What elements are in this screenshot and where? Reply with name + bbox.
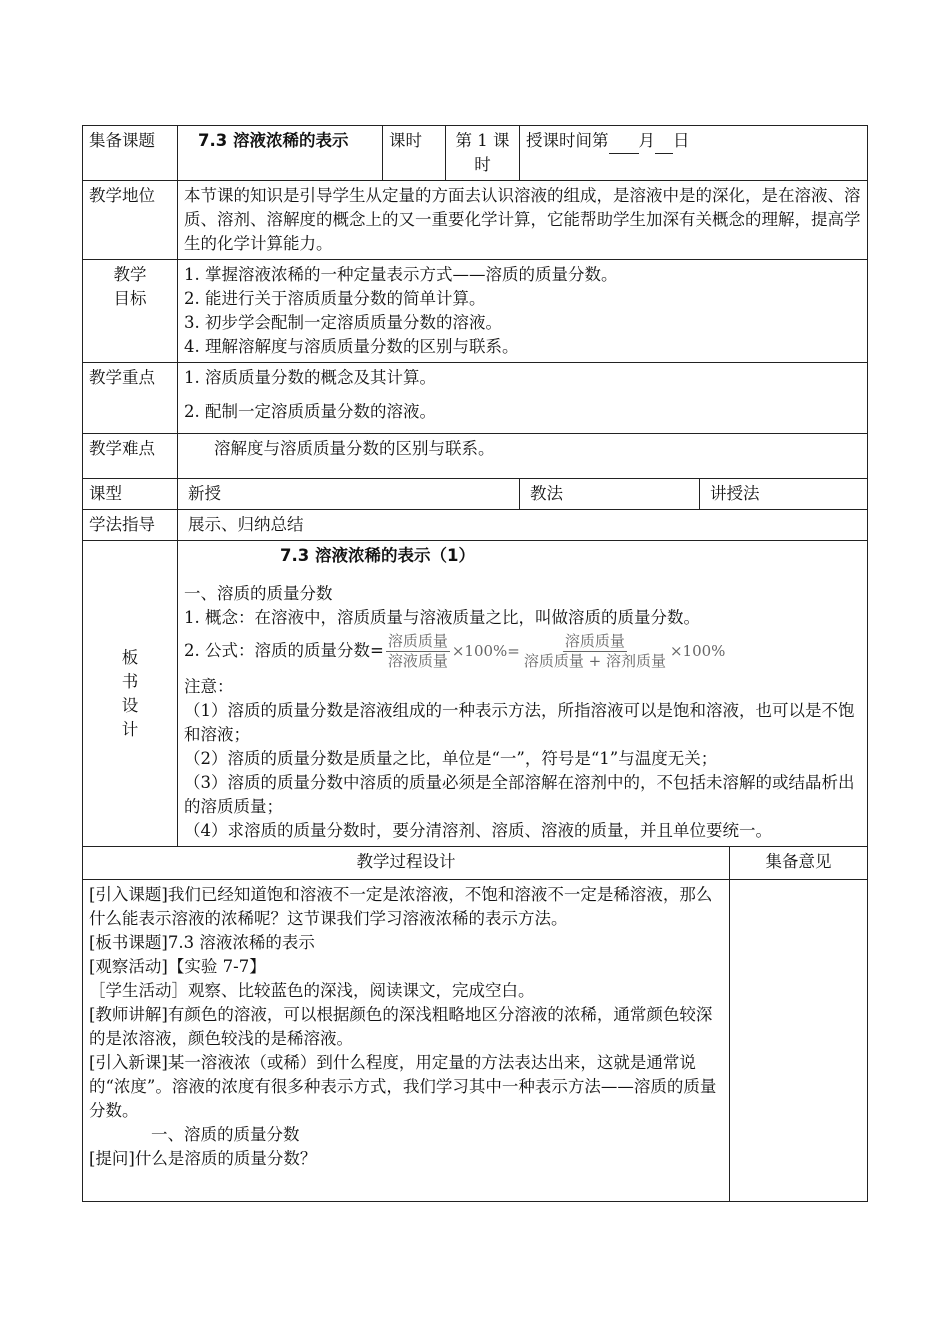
fraction-numerator: 溶质质量 [387, 632, 448, 650]
study-value: 展示、归纳总结 [178, 510, 868, 541]
process-question: [提问]什么是溶质的质量分数？ [89, 1149, 317, 1168]
time-month: 月 [638, 131, 655, 150]
key-point-item: 1. 溶质质量分数的概念及其计算。 [184, 368, 436, 387]
fraction-denominator: 溶液质量 [387, 652, 448, 670]
board-label-char: 板 [121, 647, 139, 667]
key-points-label: 教学重点 [83, 363, 178, 434]
board-label [83, 541, 178, 847]
time-prefix: 授课时间第 [526, 131, 609, 150]
method-label: 教法 [520, 479, 700, 510]
opinion-cell [730, 880, 868, 1202]
goals-label-line1: 教学 [113, 265, 147, 284]
opinion-header: 集备意见 [730, 847, 868, 880]
note-label: 注意： [184, 677, 234, 696]
period-label: 课时 [383, 126, 446, 181]
formula-fraction-2 [522, 632, 668, 671]
topic-label: 集备课题 [83, 126, 178, 181]
process-table [82, 846, 868, 1202]
formula-fraction-1 [386, 632, 450, 671]
board-label-char: 书 [121, 671, 139, 691]
key-points-list [178, 363, 868, 434]
goals-list [178, 260, 868, 363]
type-value: 新授 [178, 479, 520, 510]
lesson-number: 第 1 课时 [446, 126, 520, 181]
fraction-denominator: 溶质质量 + 溶剂质量 [523, 652, 666, 670]
process-paragraph: ［学生活动］观察、比较蓝色的深浅，阅读课文，完成空白。 [89, 981, 535, 1000]
position-text: 本节课的知识是引导学生从定量的方面去认识溶液的组成，是溶液中是的深化，是在溶液、溶质、溶剂、溶解度的概念上的又一重要化学计算，它能帮助学生加深有关概念的理解，提高学生的化学计算能力。 [178, 181, 868, 260]
board-label-char: 设 [121, 695, 139, 715]
formula-multiplier: ×100%= [451, 642, 520, 660]
board-title: 7.3 溶液浓稀的表示（1） [280, 546, 475, 565]
goal-item: 2. 能进行关于溶质质量分数的简单计算。 [184, 289, 486, 308]
goal-item: 1. 掌握溶液浓稀的一种定量表示方式——溶质的质量分数。 [184, 265, 618, 284]
formula-multiplier: ×100% [669, 642, 726, 660]
position-label: 教学地位 [83, 181, 178, 260]
lesson-plan-sheet [82, 125, 867, 1202]
goal-item: 4. 理解溶解度与溶质质量分数的区别与联系。 [184, 337, 519, 356]
board-design [178, 541, 868, 847]
difficulty-label: 教学难点 [83, 434, 178, 479]
study-label: 学法指导 [83, 510, 178, 541]
formula-prefix: 2. 公式：溶质的质量分数= [184, 641, 384, 660]
lesson-plan-table [82, 125, 868, 847]
fraction-numerator: 溶质质量 [564, 632, 625, 650]
topic-title: 7.3 溶液浓稀的表示 [178, 126, 383, 181]
process-subsection: 一、溶质的质量分数 [151, 1125, 300, 1144]
process-paragraph: [引入课题]我们已经知道饱和溶液不一定是浓溶液，不饱和溶液不一定是稀溶液，那么什么能表示溶液的浓稀呢？这节课我们学习溶液浓稀的表示方法。 [89, 885, 713, 928]
note-item: （1）溶质的质量分数是溶液组成的一种表示方法，所指溶液可以是饱和溶液，也可以是不饱和溶液； [184, 701, 855, 744]
board-concept: 1. 概念：在溶液中，溶质质量与溶液质量之比，叫做溶质的质量分数。 [184, 608, 700, 627]
note-item: （3）溶质的质量分数中溶质的质量必须是全部溶解在溶剂中的，不包括未溶解的或结晶析出的溶质质量； [184, 773, 855, 816]
process-paragraph: [观察活动]【实验 7-7】 [89, 957, 266, 976]
process-content [83, 880, 730, 1202]
goals-label [83, 260, 178, 363]
board-formula [184, 632, 861, 671]
board-label-char: 计 [121, 719, 139, 739]
type-label: 课型 [83, 479, 178, 510]
board-section: 一、溶质的质量分数 [184, 584, 333, 603]
method-value: 讲授法 [700, 479, 868, 510]
teaching-time [520, 126, 868, 181]
process-paragraph: [引入新课]某一溶液浓（或稀）到什么程度，用定量的方法表达出来，这就是通常说的“浓度”。溶液的浓度有很多种表示方式，我们学习其中一种表示方法——溶质的质量分数。 [89, 1053, 717, 1120]
process-paragraph: [教师讲解]有颜色的溶液，可以根据颜色的深浅粗略地区分溶液的浓稀，通常颜色较深的是浓溶液，颜色较浅的是稀溶液。 [89, 1005, 713, 1048]
note-item: （2）溶质的质量分数是质量之比，单位是“一”，符号是“1”与温度无关； [184, 749, 718, 768]
key-point-item: 2. 配制一定溶质质量分数的溶液。 [184, 402, 436, 421]
time-day: 日 [673, 131, 690, 150]
note-item: （4）求溶质的质量分数时，要分清溶剂、溶质、溶液的质量，并且单位要统一。 [184, 821, 772, 840]
process-header: 教学过程设计 [83, 847, 730, 880]
goals-label-line2: 目标 [113, 289, 147, 308]
process-paragraph: [板书课题]7.3 溶液浓稀的表示 [89, 933, 315, 952]
difficulty-text: 溶解度与溶质质量分数的区别与联系。 [178, 434, 868, 479]
goal-item: 3. 初步学会配制一定溶质质量分数的溶液。 [184, 313, 502, 332]
